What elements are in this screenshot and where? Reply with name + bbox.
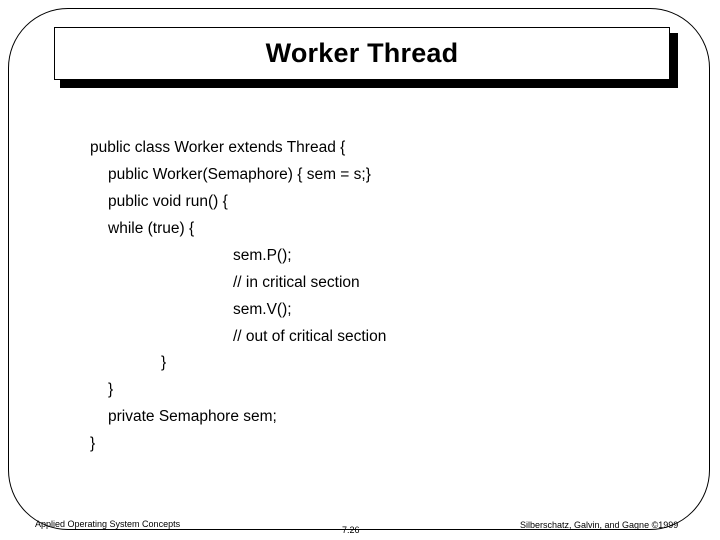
title-box <box>54 27 670 80</box>
code-line: // in critical section <box>233 274 360 291</box>
code-line: // out of critical section <box>233 328 387 345</box>
code-line: public class Worker extends Thread { <box>90 139 346 156</box>
code-line: sem.P(); <box>233 247 292 264</box>
code-line: private Semaphore sem; <box>108 408 277 425</box>
footer-left: Applied Operating System Concepts <box>35 519 181 529</box>
code-line: sem.V(); <box>233 301 292 318</box>
code-line: } <box>108 381 114 398</box>
code-line: public void run() { <box>108 193 228 210</box>
code-line: } <box>161 354 167 371</box>
code-line: } <box>90 435 96 452</box>
footer-page-number: 7.26 <box>342 525 360 535</box>
slide-title: Worker Thread <box>265 38 459 68</box>
code-line: while (true) { <box>108 220 195 237</box>
footer-right: Silberschatz, Galvin, and Gagne ©1999 <box>520 520 679 530</box>
code-line: public Worker(Semaphore) { sem = s;} <box>108 166 371 183</box>
